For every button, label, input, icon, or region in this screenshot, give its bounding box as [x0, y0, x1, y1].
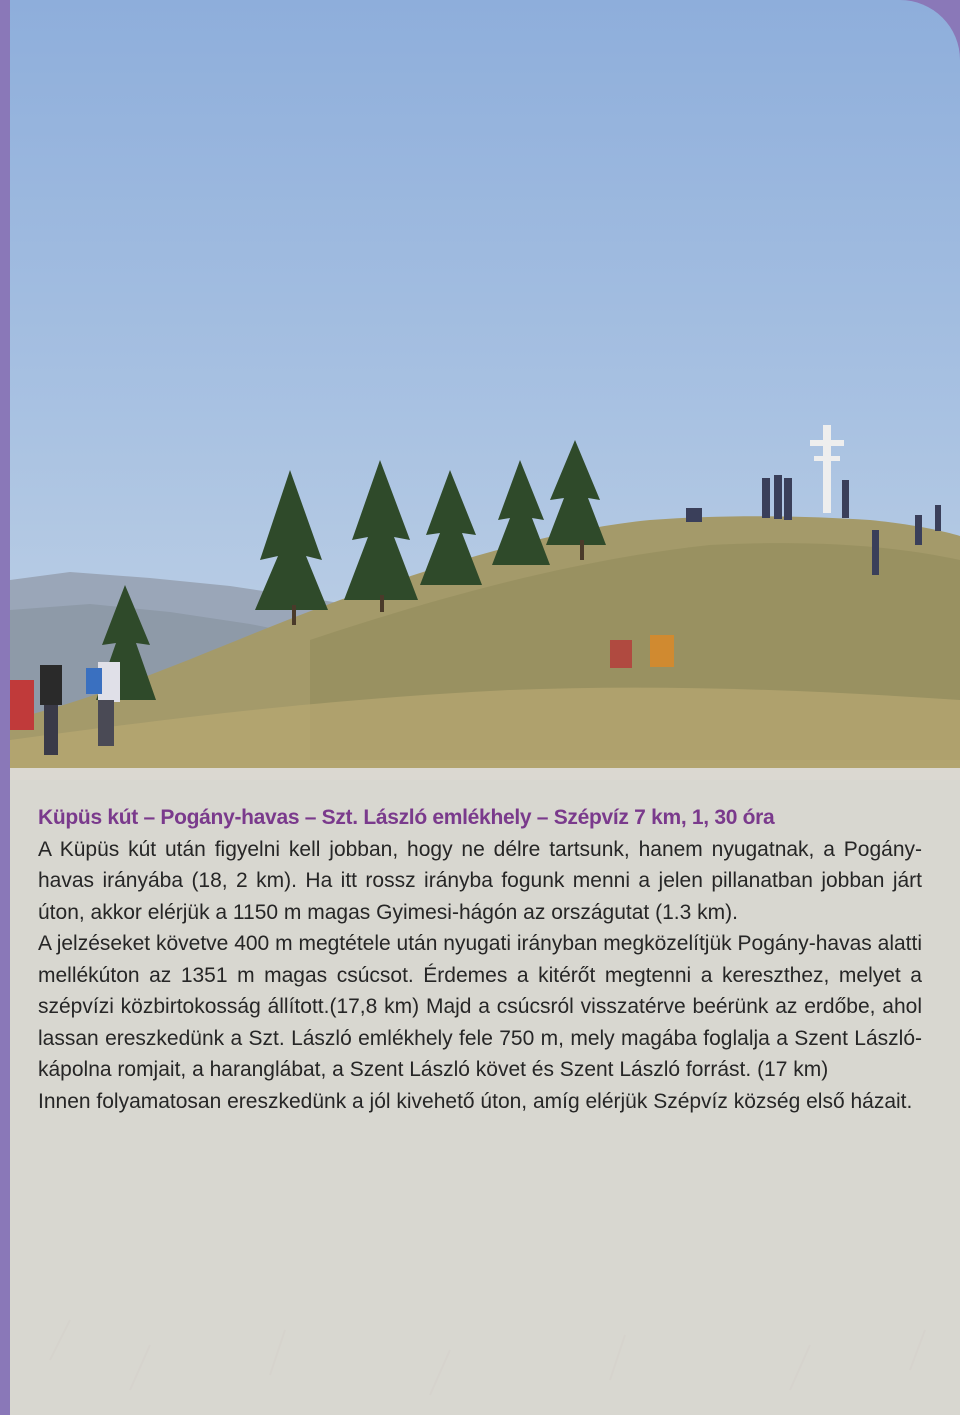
- text-panel: [10, 768, 960, 1415]
- paragraph-2: A jelzéseket követve 400 m megtétele után nyugati irányban megközelítjük Pogány-havas alatti mellékúton az 1351 m magas csúcsot. Érdemes a kitérőt megtenni a kereszthez, melyet a szépvízi közbirtokosság állított.(17,8 km) Majd a csúcsról visszatérve beérünk az erdőbe, ahol lassan ereszkedünk a Szt. László emlékhely fele 750 m, mely magába foglalja a Szent László-kápolna romjait, a haranglábat, a Szent László követ és Szent László forrást. (17 km): [38, 932, 922, 1081]
- article-body: [38, 802, 922, 1117]
- hilltop-photo: [10, 0, 960, 1415]
- paragraph-3: Innen folyamatosan ereszkedünk a jól kivehető úton, amíg elérjük Szépvíz község első házait.: [38, 1089, 913, 1113]
- route-title: Küpüs kút – Pogány-havas – Szt. László emlékhely – Szépvíz 7 km, 1, 30 óra: [38, 806, 775, 829]
- paragraph-1: A Küpüs kút után figyelni kell jobban, hogy ne délre tartsunk, hanem nyugatnak, a Pogány-havas irányába (18, 2 km). Ha itt rossz irányba fogunk menni a jelen pillanatban jobban járt úton, akkor elérjük a 1150 m magas Gyimesi-hágón az országutat (1.3 km).: [38, 837, 922, 924]
